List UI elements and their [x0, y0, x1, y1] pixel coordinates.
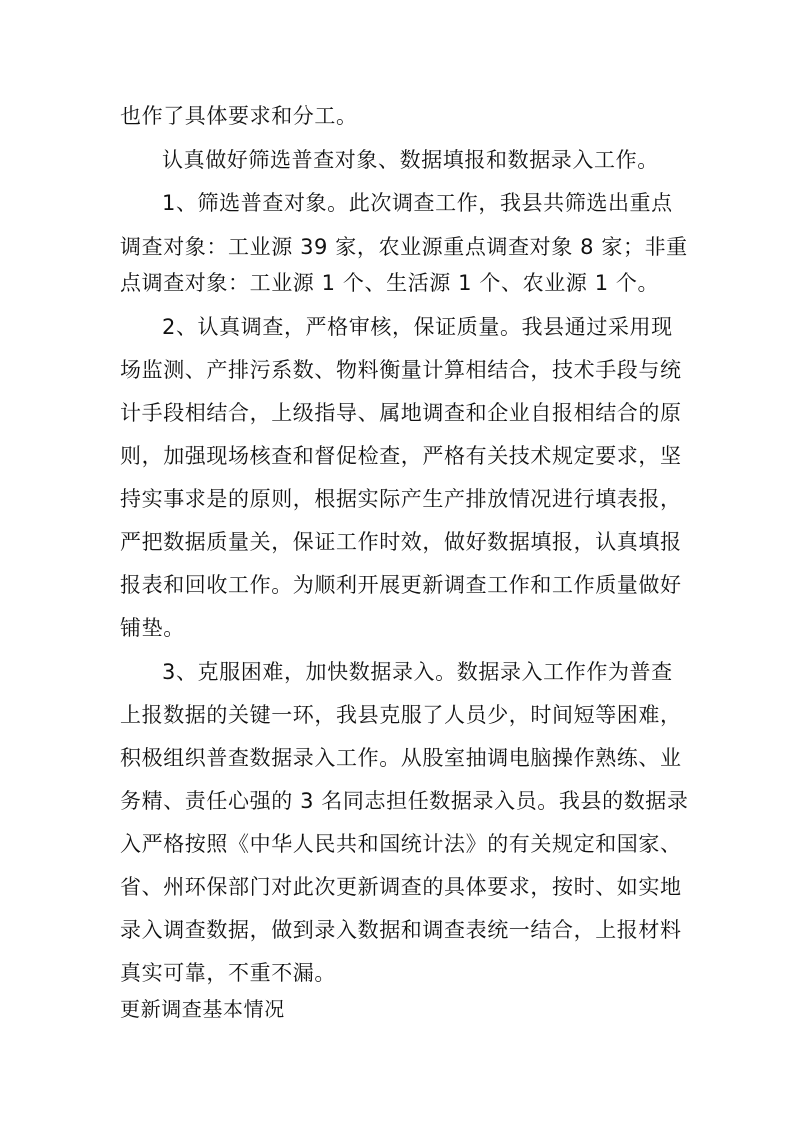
paragraph-line: 报表和回收工作。为顺利开展更新调查工作和工作质量做好 — [120, 573, 682, 597]
paragraph-line: 认真做好筛选普查对象、数据填报和数据录入工作。 — [162, 148, 659, 172]
paragraph-line: 也作了具体要求和分工。 — [120, 104, 358, 128]
paragraph-line: 持实事求是的原则，根据实际产生产排放情况进行填表报， — [120, 487, 682, 511]
paragraph-line: 务精、责任心强的 3 名同志担任数据录入员。我县的数据录 — [120, 789, 689, 813]
paragraph-line: 积极组织普查数据录入工作。从股室抽调电脑操作熟练、业 — [120, 746, 682, 770]
paragraph-line: 场监测、产排污系数、物料衡量计算相结合，技术手段与统 — [120, 358, 682, 382]
paragraph-line: 1、筛选普查对象。此次调查工作，我县共筛选出重点 — [162, 191, 673, 215]
section-heading: 更新调查基本情况 — [120, 997, 285, 1021]
paragraph-line: 计手段相结合，上级指导、属地调查和企业自报相结合的原 — [120, 401, 682, 425]
paragraph-line: 2、认真调查，严格审核，保证质量。我县通过采用现 — [162, 315, 673, 339]
paragraph-line: 入严格按照《中华人民共和国统计法》的有关规定和国家、 — [120, 832, 682, 856]
paragraph-line: 3、克服困难，加快数据录入。数据录入工作作为普查 — [162, 660, 673, 684]
paragraph-line: 调查对象：工业源 39 家，农业源重点调查对象 8 家；非重 — [120, 235, 688, 259]
paragraph-line: 上报数据的关键一环，我县克服了人员少，时间短等困难， — [120, 703, 682, 727]
paragraph-line: 录入调查数据，做到录入数据和调查表统一结合，上报材料 — [120, 918, 682, 942]
paragraph-line: 严把数据质量关，保证工作时效，做好数据填报，认真填报 — [120, 530, 682, 554]
paragraph-line: 点调查对象：工业源 1 个、生活源 1 个、农业源 1 个。 — [120, 271, 660, 295]
paragraph-line: 铺垫。 — [120, 616, 185, 640]
paragraph-line: 省、州环保部门对此次更新调查的具体要求，按时、如实地 — [120, 875, 682, 899]
paragraph-line: 则，加强现场核查和督促检查，严格有关技术规定要求，坚 — [120, 444, 682, 468]
paragraph-line: 真实可靠，不重不漏。 — [120, 961, 336, 985]
